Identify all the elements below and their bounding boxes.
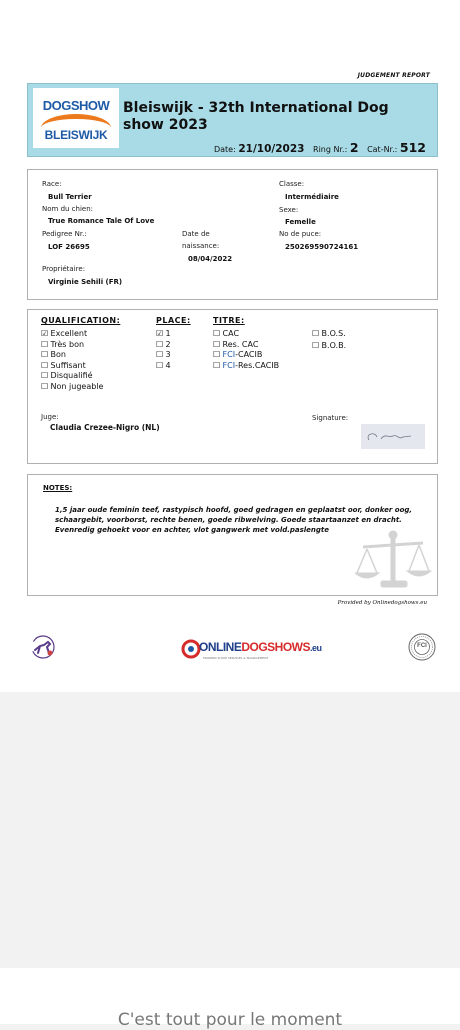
show-header: [27, 83, 438, 157]
place-heading: PLACE:: [156, 316, 191, 325]
notes-heading: NOTES:: [43, 484, 73, 492]
qualification-heading: QUALIFICATION:: [41, 316, 121, 325]
judging-box: [27, 309, 438, 464]
titre-bob: ☐ B.O.B.: [312, 340, 347, 350]
end-of-content-message: C'est tout pour le moment: [117, 1010, 343, 1030]
sex-label: Sexe:: [279, 206, 299, 214]
qualification-excellent: ☑ Excellent: [41, 329, 88, 338]
dob-value: 08/04/2022: [188, 255, 233, 263]
checkbox-empty-icon: ☐: [41, 371, 49, 380]
checkbox-empty-icon: ☐: [312, 329, 320, 338]
titre-fci-res-cacib: ☐ FCI-Res.CACIB: [213, 360, 280, 370]
checkbox-empty-icon: ☐: [312, 340, 320, 350]
owner-label: Propriétaire:: [42, 265, 86, 273]
dob-label-line1: Date de: [182, 230, 210, 238]
pedigree-label: Pedigree Nr.:: [42, 230, 87, 238]
ring-value: 2: [349, 140, 359, 155]
checkbox-empty-icon: ☐: [41, 381, 49, 391]
dogshow-bleiswijk-logo: DOGSHOW BLEISWIJK: [33, 88, 119, 148]
qualification-non-jugeable: ☐ Non jugeable: [41, 381, 104, 391]
ring-label: Ring Nr.:: [313, 145, 348, 154]
dog-name-label: Nom du chien:: [42, 205, 93, 213]
chip-label: No de puce:: [279, 230, 322, 238]
date-value: 21/10/2023: [238, 143, 305, 155]
chip-value: 250269590724161: [285, 243, 359, 251]
dob-label-line2: naissance:: [182, 242, 220, 250]
cat-label: Cat-Nr.:: [367, 145, 398, 154]
judge-label: Juge:: [41, 413, 59, 421]
show-title: Bleiswijk - 32th International Dog show 2023: [123, 100, 389, 133]
titre-fci-cacib: ☐ FCI-CACIB: [213, 350, 263, 359]
report-label: JUDGEMENT REPORT: [357, 72, 430, 79]
checkbox-empty-icon: ☐: [156, 339, 164, 349]
titre-heading: TITRE:: [213, 316, 245, 325]
place-2: ☐ 2: [156, 339, 171, 349]
checkbox-checked-icon: ☑: [41, 329, 49, 338]
titre-res-cac: ☐ Res. CAC: [213, 339, 259, 349]
show-meta: [208, 140, 426, 155]
checkbox-empty-icon: ☐: [156, 360, 164, 370]
checkbox-checked-icon: ☑: [156, 329, 164, 338]
place-4: ☐ 4: [156, 360, 171, 370]
race-value: Bull Terrier: [48, 193, 92, 201]
qualification-disqualifie: ☐ Disqualifié: [41, 371, 93, 380]
provided-by: Provided by Onlinedogshows.eu: [337, 600, 427, 606]
qualification-tres-bon: ☐ Très bon: [41, 339, 85, 349]
titre-bos: ☐ B.O.S.: [312, 329, 346, 338]
class-value: Intermédiaire: [285, 193, 339, 201]
titre-cac: ☐ CAC: [213, 329, 240, 338]
checkbox-empty-icon: ☐: [213, 329, 221, 338]
place-3: ☐ 3: [156, 350, 171, 359]
date-label: Date:: [213, 145, 236, 154]
sex-value: Femelle: [285, 218, 316, 226]
checkbox-empty-icon: ☐: [213, 339, 221, 349]
checkbox-empty-icon: ☐: [41, 339, 49, 349]
class-label: Classe:: [279, 180, 305, 188]
owner-value: Virginie Sehili (FR): [48, 278, 123, 286]
notes-box: [27, 474, 438, 596]
dog-info-box: [27, 169, 438, 300]
checkbox-empty-icon: ☐: [156, 350, 164, 359]
signature-label: Signature:: [312, 414, 349, 422]
pedigree-value: LOF 26695: [48, 243, 90, 251]
checkbox-empty-icon: ☐: [41, 350, 49, 359]
qualification-suffisant: ☐ Suffisant: [41, 360, 86, 370]
onlinedogshows-logo: ONLINEDOGSHOWS.eu MODERN SHOW SERVICES & MANAGEMENT: [181, 637, 285, 665]
race-label: Race:: [42, 180, 62, 188]
checkbox-empty-icon: ☐: [213, 360, 221, 370]
club-dog-logo: [30, 634, 56, 660]
notes-text: 1,5 jaar oude feminin teef, rastypisch hoofd, goed gedragen en geplaatst oor, donker oog, schaargebit, voorborst, rechte benen, goede ribwelving. Goede staartaanzet en dracht. Evenredig gehoekt voor en achter, vlot gangwerk met vold.paslengte: [55, 506, 413, 534]
qualification-bon: ☐ Bon: [41, 350, 66, 359]
judge-name: Claudia Crezee-Nigro (NL): [50, 423, 160, 432]
cat-value: 512: [399, 140, 426, 155]
checkbox-empty-icon: ☐: [41, 360, 49, 370]
fci-seal-logo: FCI: [408, 633, 436, 661]
place-1: ☑ 1: [156, 329, 171, 338]
checkbox-empty-icon: ☐: [213, 350, 221, 359]
judge-signature: [361, 424, 425, 449]
dog-name-value: True Romance Tale Of Love: [48, 217, 155, 225]
scales-of-justice-icon: [355, 529, 435, 593]
